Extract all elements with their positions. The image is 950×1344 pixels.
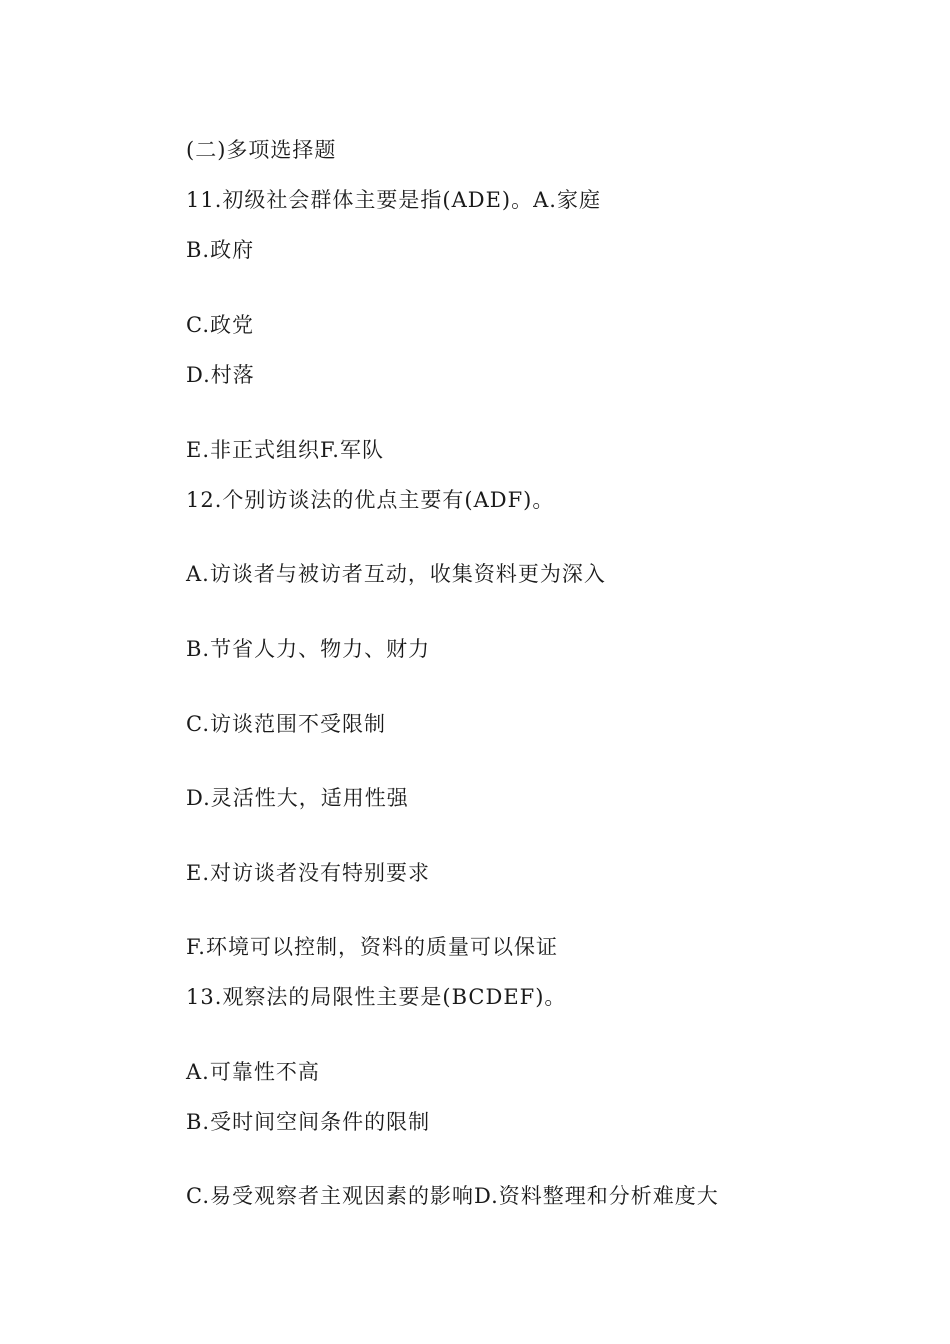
q11-option-e-f: E.非正式组织F.军队 bbox=[186, 438, 384, 462]
q12-option-b: B.节省人力、物力、财力 bbox=[186, 637, 431, 661]
question-13-line: 13.观察法的局限性主要是(BCDEF)。 bbox=[186, 985, 567, 1009]
question-12-line: 12.个别访谈法的优点主要有(ADF)。 bbox=[186, 488, 555, 512]
q11-option-c: C.政党 bbox=[186, 313, 254, 337]
q12-option-f: F.环境可以控制，资料的质量可以保证 bbox=[186, 935, 558, 959]
q13-option-b: B.受时间空间条件的限制 bbox=[186, 1110, 431, 1134]
q11-option-d: D.村落 bbox=[186, 363, 255, 387]
q12-option-c: C.访谈范围不受限制 bbox=[186, 712, 386, 736]
q12-option-d: D.灵活性大，适用性强 bbox=[186, 786, 409, 810]
q11-option-b: B.政府 bbox=[186, 238, 255, 262]
q12-option-e: E.对访谈者没有特别要求 bbox=[186, 861, 431, 885]
q13-option-a: A.可靠性不高 bbox=[186, 1060, 320, 1084]
q13-option-c-d: C.易受观察者主观因素的影响D.资料整理和分析难度大 bbox=[186, 1184, 719, 1208]
q12-option-a: A.访谈者与被访者互动，收集资料更为深入 bbox=[186, 562, 606, 586]
section-heading: (二)多项选择题 bbox=[186, 138, 337, 162]
question-11-line: 11.初级社会群体主要是指(ADE)。A.家庭 bbox=[186, 188, 601, 212]
